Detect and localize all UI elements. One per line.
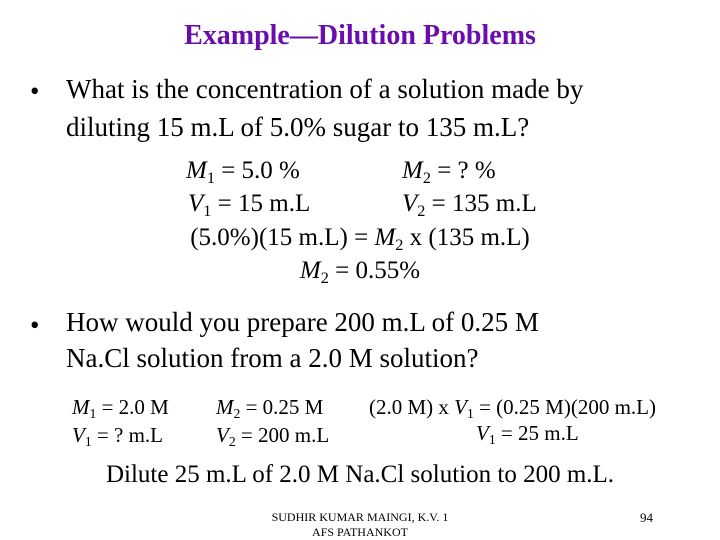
q1-result: $M_2 = 0.55\%$	[299, 257, 421, 287]
bullet-2: •	[30, 310, 40, 340]
q2-equation: (2.0 M) x $V_1 = (0.25$ M)(200 m.L)	[369, 395, 656, 422]
q1-m1-given: $M_1 = 5.0$ %	[186, 157, 300, 187]
footer-author	[240, 510, 480, 540]
q1-equation: (5.0%)(15 $m.L) = M_2$ x (135 m.L)	[190, 224, 530, 254]
question-2-line-2: Na.Cl solution from a 2.0 M solution?	[66, 343, 479, 373]
conclusion-text: Dilute 25 m.L of 2.0 M Na.Cl solution to 200 m.L.	[105, 461, 615, 488]
question-1-line-1: What is the concentration of a solution made by	[66, 74, 584, 104]
q2-v2-given: $V_2 = 200$ m.L	[216, 423, 330, 450]
q1-m2-given: $M_2$ = ? %	[402, 157, 496, 187]
bullet-1: •	[30, 76, 40, 106]
footer-line-2: AFS PATHANKOT	[312, 525, 408, 539]
q2-v1-given: $V_1$ = ? m.L	[72, 423, 163, 450]
q2-result: $V_1 = 25$ m.L	[476, 421, 579, 448]
q1-v1-given: $V_1 = 15$ m.L	[188, 190, 311, 220]
question-1-line-2: diluting 15 m.L of 5.0% sugar to 135 m.L?	[66, 112, 530, 142]
footer-line-1: SUDHIR KUMAR MAINGI, K.V. 1	[271, 510, 449, 524]
page-number: 94	[640, 510, 653, 525]
q1-v2-given: $V_2 = 135$ m.L	[402, 190, 537, 220]
slide-title: Example—Dilution Problems	[184, 20, 536, 51]
q2-m1-given: $M_1 = 2.0$ M	[72, 395, 169, 422]
q2-m2-given: $M_2 = 0.25$ M	[216, 395, 324, 422]
question-2-line-1: How would you prepare 200 m.L of 0.25 M	[66, 307, 539, 337]
